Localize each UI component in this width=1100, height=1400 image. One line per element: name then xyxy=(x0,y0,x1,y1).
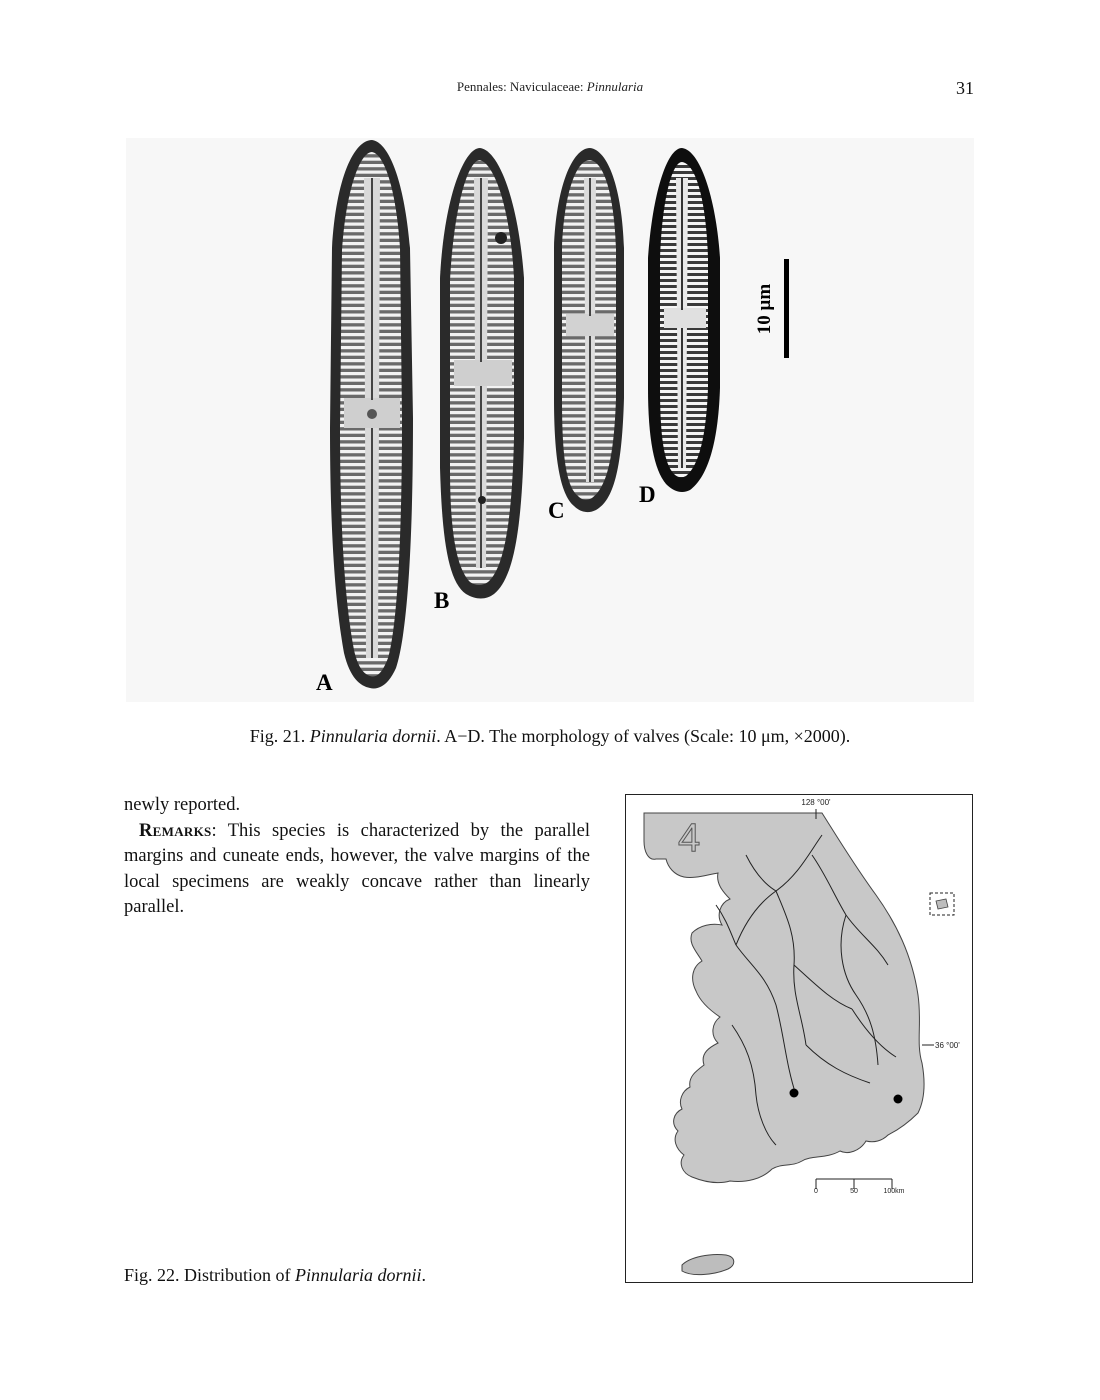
remarks-text: : This species is characterized by the parallel margins and cuneate ends, however, the valve margins of the local specimens are weakly concave rather than linearly parallel. xyxy=(124,820,590,917)
page-number: 31 xyxy=(956,78,974,98)
fig21-caption-prefix: Fig. 21. xyxy=(249,726,310,746)
scale-label-0: 0 xyxy=(814,1188,818,1195)
panel-label-a: A xyxy=(316,670,333,695)
diatom-micrographs xyxy=(126,138,974,702)
longitude-label: 128 °00' xyxy=(801,798,831,807)
fig22-caption-prefix: Fig. 22. Distribution of xyxy=(124,1265,296,1285)
fig21-caption-species: Pinnularia dornii xyxy=(309,726,437,746)
scale-bar xyxy=(784,259,789,358)
panel-mark: 4 xyxy=(678,816,701,860)
fig21-caption-rest: . A−D. The morphology of valves (Scale: 10 μm, ×2000). xyxy=(436,726,851,746)
remarks-label: Remarks xyxy=(139,820,212,841)
distribution-map xyxy=(625,794,973,1283)
jeju-island xyxy=(682,1254,734,1274)
latitude-label: 36 °00' xyxy=(935,1041,960,1050)
fig22-caption-suffix: . xyxy=(421,1265,427,1285)
valve-d xyxy=(648,148,720,492)
korea-map xyxy=(626,795,972,1282)
panel-label-b: B xyxy=(434,588,450,613)
running-head-genus: Pinnularia xyxy=(586,79,644,94)
running-head-prefix: Pennales: Naviculaceae: xyxy=(456,79,587,94)
map-scale-bar xyxy=(814,1179,905,1195)
locality-dot xyxy=(790,1089,799,1098)
locality-dot xyxy=(894,1095,903,1104)
valve-a xyxy=(330,140,413,688)
body-line-1: newly reported. xyxy=(124,795,241,815)
panel-label-c: C xyxy=(548,498,565,523)
running-head xyxy=(0,79,1100,95)
valve-b xyxy=(440,148,524,599)
scale-bar-label: 10 μm xyxy=(754,283,775,335)
figure-22-caption xyxy=(124,1265,426,1286)
figure-21-caption xyxy=(0,726,1100,747)
panel-label-d: D xyxy=(639,482,656,507)
remarks-paragraph xyxy=(124,819,590,921)
fig22-caption-species: Pinnularia dornii xyxy=(295,1265,422,1285)
scale-label-100km: 100km xyxy=(883,1188,905,1195)
valve-c xyxy=(554,148,624,512)
scale-label-50: 50 xyxy=(850,1188,858,1195)
figure-21-plate xyxy=(126,138,974,702)
body-text xyxy=(124,793,590,921)
